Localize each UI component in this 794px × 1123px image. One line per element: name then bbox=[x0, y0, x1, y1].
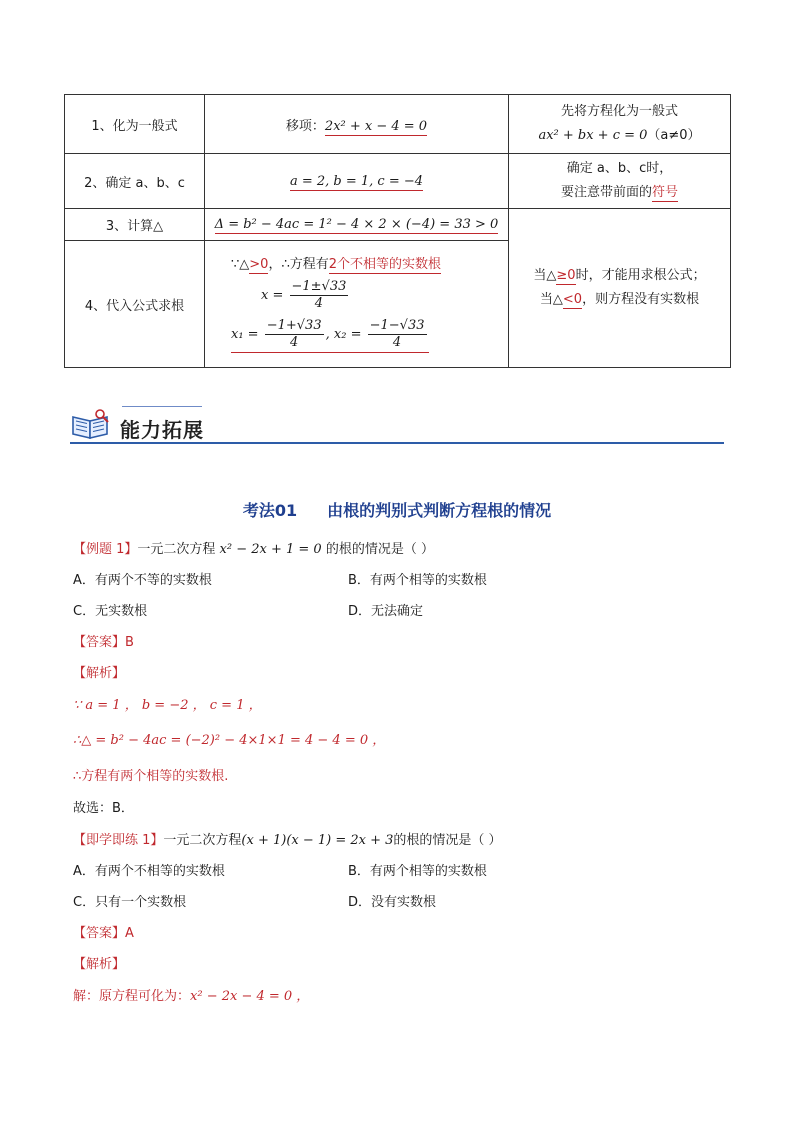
root-separator: , bbox=[325, 327, 330, 342]
question-text: 的根的情况是（ ） bbox=[393, 833, 502, 848]
option-d: D．没有实数根 bbox=[348, 895, 437, 910]
step-formula bbox=[205, 241, 509, 368]
table-row bbox=[65, 154, 731, 209]
solution-equation: x² − 2x − 4 = 0 ， bbox=[190, 989, 310, 1004]
step-note bbox=[509, 95, 731, 154]
choice-line: 故选：B． bbox=[73, 801, 134, 816]
root-formula bbox=[261, 279, 502, 312]
table-row bbox=[65, 95, 731, 154]
option-b: B．有两个相等的实数根 bbox=[348, 864, 487, 879]
step-formula bbox=[205, 209, 509, 241]
answer-value: A bbox=[125, 926, 134, 941]
option-b: B．有两个相等的实数根 bbox=[348, 573, 487, 588]
note-text-part: ，则方程没有实数根 bbox=[582, 292, 700, 307]
step-label: 2、确定 a、b、c bbox=[65, 154, 205, 209]
root1-numerator: −1+√33 bbox=[266, 318, 322, 333]
answer-tag: 【答案】 bbox=[73, 635, 126, 650]
analysis-conclusion: ∴方程有两个相等的实数根. bbox=[73, 769, 229, 784]
answer-value: B bbox=[125, 635, 134, 650]
note-text-part: 要注意带前面的 bbox=[560, 185, 652, 200]
solution-text: 解：原方程可化为： bbox=[73, 989, 191, 1004]
root-condition bbox=[231, 255, 502, 275]
question-text: 一元二次方程 bbox=[137, 542, 220, 557]
question-text: 的根的情况是（ ） bbox=[321, 542, 434, 557]
cond-text: ，∴方程有 bbox=[268, 257, 329, 272]
coefficients-formula: a = 2, b = 1, c = −4 bbox=[289, 173, 424, 189]
option-a: A．有两个不等的实数根 bbox=[73, 573, 212, 588]
answer-tag: 【答案】 bbox=[73, 926, 126, 941]
question-equation: x² − 2x + 1 = 0 bbox=[219, 542, 322, 557]
analysis-tag: 【解析】 bbox=[73, 666, 126, 681]
section-header bbox=[70, 402, 724, 446]
general-form-formula: 2x² + x − 4 = 0 bbox=[324, 118, 428, 134]
option-a: A．有两个不相等的实数根 bbox=[73, 864, 225, 879]
root2-lhs: x₂ = bbox=[333, 327, 362, 342]
note-text bbox=[515, 181, 724, 205]
note-text-part: 当△ bbox=[533, 268, 557, 283]
step-formula bbox=[205, 154, 509, 209]
discriminant-formula: Δ = b² − 4ac = 1² − 4 × 2 × (−4) = 33 > 0 bbox=[214, 217, 499, 232]
book-icon bbox=[70, 408, 112, 440]
step-note bbox=[509, 209, 731, 368]
root2-numerator: −1−√33 bbox=[369, 318, 425, 333]
step-note bbox=[509, 154, 731, 209]
root-denominator: 4 bbox=[314, 296, 324, 311]
root2-fraction bbox=[368, 318, 427, 351]
standard-form-formula: ax² + bx + c = 0 bbox=[538, 128, 648, 143]
example-question bbox=[73, 538, 434, 557]
method-label: 考法01 bbox=[242, 501, 298, 520]
answer-line bbox=[73, 922, 134, 941]
step-formula bbox=[205, 95, 509, 154]
step-label: 4、代入公式求根 bbox=[65, 241, 205, 368]
question-text: 一元二次方程 bbox=[163, 833, 242, 848]
note-text-part: 时，才能用求根公式； bbox=[575, 268, 706, 283]
solution-line bbox=[73, 985, 309, 1004]
root-lhs: x = bbox=[261, 288, 284, 303]
table-row bbox=[65, 209, 731, 241]
cond-text: ∵△ bbox=[231, 257, 250, 272]
step-label: 3、计算△ bbox=[65, 209, 205, 241]
note-text: 先将方程化为一般式 bbox=[560, 104, 678, 119]
option-d: D．无法确定 bbox=[348, 604, 424, 619]
roots-conclusion: 2个不相等的实数根 bbox=[328, 257, 442, 272]
root1-fraction bbox=[265, 318, 324, 351]
note-condition: （a≠0） bbox=[647, 128, 701, 143]
note-formula-line bbox=[515, 124, 724, 148]
sign-highlight: 符号 bbox=[652, 185, 679, 200]
section-title: 能力拓展 bbox=[120, 418, 204, 442]
condition-highlight: ≥0 bbox=[556, 268, 576, 283]
root1-denominator: 4 bbox=[290, 335, 299, 350]
header-bottom-rule bbox=[70, 442, 724, 444]
practice-tag: 【即学即练 1】 bbox=[73, 833, 164, 848]
condition-highlight: <0 bbox=[562, 292, 583, 307]
analysis-step: ∴△ = b² − 4ac = (−2)² − 4×1×1 = 4 − 4 = 0 ， bbox=[73, 733, 386, 748]
step-label: 1、化为一般式 bbox=[65, 95, 205, 154]
question-equation: (x + 1)(x − 1) = 2x + 3 bbox=[241, 833, 394, 848]
root1-lhs: x₁ = bbox=[231, 327, 259, 342]
note-text: 确定 a、b、c时， bbox=[566, 161, 673, 176]
note-text-part: 当△ bbox=[539, 292, 563, 307]
roots-formula bbox=[231, 318, 429, 353]
condition-highlight: >0 bbox=[249, 257, 269, 272]
option-c: C．只有一个实数根 bbox=[73, 895, 187, 910]
analysis-tag: 【解析】 bbox=[73, 957, 126, 972]
header-top-rule bbox=[122, 406, 202, 407]
method-heading: 由根的判别式判断方程根的情况 bbox=[327, 501, 552, 520]
formula-label: 移项： bbox=[285, 118, 325, 134]
note-text bbox=[515, 264, 724, 288]
root-numerator: −1±√33 bbox=[291, 279, 347, 294]
root-fraction bbox=[290, 279, 349, 312]
steps-table bbox=[64, 94, 731, 368]
root2-denominator: 4 bbox=[392, 335, 402, 350]
analysis-step: ∵ a = 1 ， b = −2 ， c = 1 ， bbox=[73, 698, 262, 713]
answer-line bbox=[73, 631, 134, 650]
method-title bbox=[0, 498, 794, 521]
option-c: C．无实数根 bbox=[73, 604, 148, 619]
practice-question bbox=[73, 829, 502, 848]
example-tag: 【例题 1】 bbox=[73, 542, 138, 557]
note-text bbox=[515, 288, 724, 312]
